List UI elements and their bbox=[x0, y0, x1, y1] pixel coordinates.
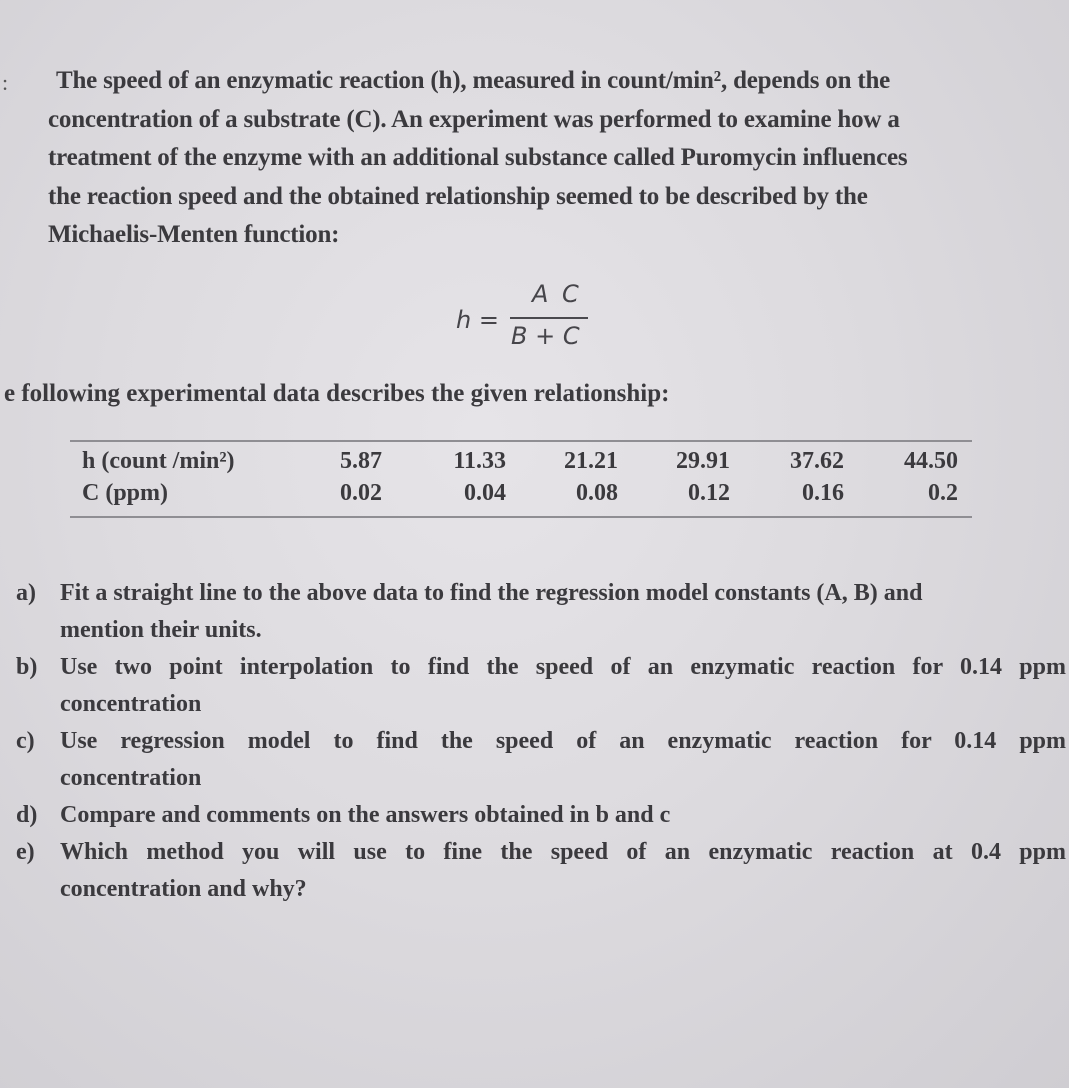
question-label: a) bbox=[16, 580, 36, 606]
question-item bbox=[16, 575, 1066, 649]
question-text: Use regression model to find the speed of an enzymatic reaction for 0.14 ppm bbox=[60, 728, 1066, 754]
data-table bbox=[70, 440, 972, 518]
question-item bbox=[16, 649, 1066, 723]
table-cell-c: 0.16 bbox=[802, 480, 844, 506]
question-text-cont: mention their units. bbox=[60, 617, 262, 643]
question-text: Which method you will use to fine the speed of an enzymatic reaction at 0.4 ppm bbox=[60, 839, 1066, 865]
table-row-c bbox=[70, 480, 972, 512]
michaelis-menten-formula bbox=[456, 280, 596, 360]
intro-line: concentration of a substrate (C). An experiment was performed to examine how a bbox=[48, 105, 900, 133]
question-label: e) bbox=[16, 839, 35, 865]
question-text-cont: concentration bbox=[60, 691, 202, 717]
table-cell-c: 0.2 bbox=[928, 480, 958, 506]
intro-paragraph bbox=[48, 62, 1058, 255]
question-label: c) bbox=[16, 728, 35, 754]
table-cell-h: 29.91 bbox=[676, 448, 730, 474]
intro-line: Michaelis-Menten function: bbox=[48, 221, 340, 248]
table-cell-h: 37.62 bbox=[790, 448, 844, 474]
question-text: Fit a straight line to the above data to find the regression model constants (A, B) and bbox=[60, 580, 923, 606]
data-intro-text: e following experimental data describes the given relationship: bbox=[4, 380, 670, 407]
fraction-bar bbox=[510, 317, 588, 319]
question-item bbox=[16, 797, 1066, 834]
table-cell-c: 0.12 bbox=[688, 480, 730, 506]
table-cell-c: 0.02 bbox=[340, 480, 382, 506]
question-list bbox=[16, 575, 1066, 908]
table-cell-h: 21.21 bbox=[564, 448, 618, 474]
intro-line: the reaction speed and the obtained relationship seemed to be described by the bbox=[48, 182, 868, 210]
formula-lhs: h = bbox=[456, 306, 499, 334]
table-cell-h: 11.33 bbox=[453, 448, 506, 474]
question-item bbox=[16, 834, 1066, 908]
row-header-h: h (count /min²) bbox=[82, 448, 235, 474]
table-cell-h: 44.50 bbox=[904, 448, 958, 474]
question-label: b) bbox=[16, 654, 38, 680]
formula-numerator: A C bbox=[532, 280, 582, 308]
table-cell-c: 0.08 bbox=[576, 480, 618, 506]
intro-line: The speed of an enzymatic reaction (h), measured in count/min², depends on the bbox=[56, 67, 891, 94]
question-text: Compare and comments on the answers obtained in b and c bbox=[60, 802, 671, 828]
intro-line: treatment of the enzyme with an additional substance called Puromycin influences bbox=[48, 144, 908, 171]
formula-denominator: B + C bbox=[511, 322, 580, 350]
question-label: d) bbox=[16, 802, 38, 828]
question-text: Use two point interpolation to find the speed of an enzymatic reaction for 0.14 ppm bbox=[60, 654, 1066, 680]
table-cell-h: 5.87 bbox=[340, 448, 382, 474]
table-cell-c: 0.04 bbox=[464, 480, 506, 506]
question-item bbox=[16, 723, 1066, 797]
row-header-c: C (ppm) bbox=[82, 480, 169, 506]
question-text-cont: concentration bbox=[60, 765, 202, 791]
table-row-h bbox=[70, 448, 972, 480]
question-text-cont: concentration and why? bbox=[60, 876, 307, 902]
margin-mark: : bbox=[2, 70, 9, 95]
